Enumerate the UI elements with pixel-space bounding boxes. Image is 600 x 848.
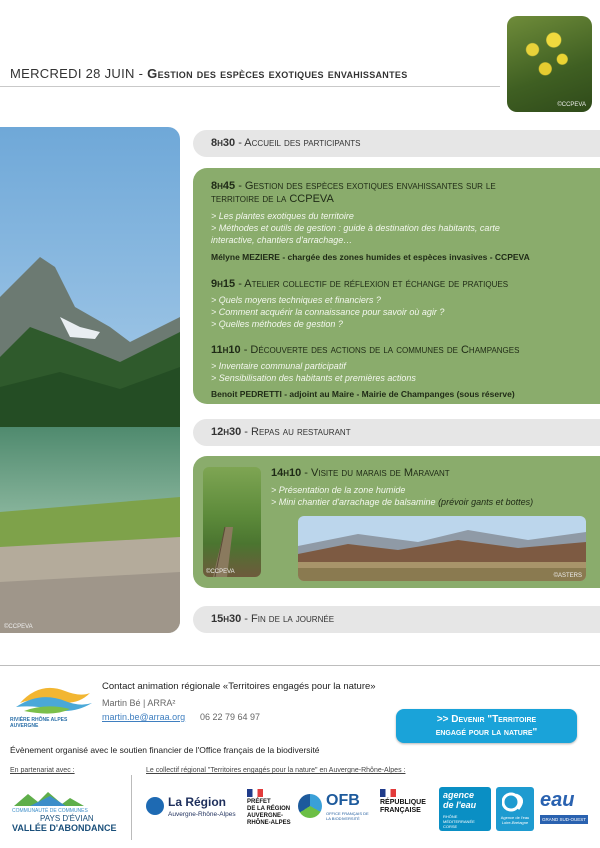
contact-email-link[interactable]: martin.be@arraa.org bbox=[102, 712, 186, 722]
agence-rmc-line1: agence bbox=[443, 790, 475, 800]
partner-label: En partenariat avec : bbox=[10, 767, 75, 774]
visit-time: 14h10 bbox=[271, 467, 302, 479]
session-1-title bbox=[211, 180, 496, 206]
ofb-logo-sub: OFFICE FRANÇAIS DE LA BIODIVERSITÉ bbox=[326, 811, 369, 821]
agence-rmc-line2: de l'eau bbox=[443, 800, 477, 810]
session-1-title-line1: - Gestion des espèces exotiques envahissantes sur le bbox=[235, 180, 496, 192]
session-1-point-1: > Les plantes exotiques du territoire bbox=[211, 211, 354, 221]
photo-credit: ©CCPEVA bbox=[206, 569, 235, 575]
cta-line-2: engagé pour la nature" bbox=[435, 727, 538, 738]
agence-lb-sub: Agence de l'eau Loire-Bretagne bbox=[500, 815, 530, 825]
eau-logo-title: eau bbox=[540, 789, 575, 811]
footer-divider bbox=[0, 665, 600, 666]
agenda-morning-block bbox=[193, 168, 600, 404]
contact-title: Contact animation régionale «Territoires engagés pour la nature» bbox=[102, 681, 376, 692]
french-flag-icon bbox=[380, 789, 396, 797]
session-3-point-1: > Inventaire communal participatif bbox=[211, 361, 346, 371]
session-3-speaker: Benoit PEDRETTI - adjoint au Maire - Mairie de Champanges (sous réserve) bbox=[211, 389, 515, 399]
event-date: MERCREDI 28 JUIN bbox=[10, 66, 135, 81]
header-divider bbox=[0, 86, 500, 87]
agence-eau-rmc-logo bbox=[439, 787, 491, 831]
funding-notice: Évènement organisé avec le soutien financier de l'Office français de la biodiversité bbox=[10, 745, 320, 755]
session-1-speaker: Mélyne MEZIERE - chargée des zones humides et espèces invasives - CCPEVA bbox=[211, 252, 530, 262]
ofb-logo bbox=[298, 792, 374, 826]
photo-credit: ©CCPEVA bbox=[4, 624, 33, 630]
lunch-label: - Repas au restaurant bbox=[241, 426, 351, 438]
page-title bbox=[10, 66, 408, 81]
prefet-line3: AUVERGNE- bbox=[247, 813, 284, 819]
arrival-line bbox=[211, 137, 360, 149]
visit-title-text: - Visite du marais de Maravant bbox=[301, 467, 450, 479]
lunch-line bbox=[211, 426, 351, 438]
session-2-point-1: > Quels moyens techniques et financiers ? bbox=[211, 295, 381, 305]
visit-point-2-note: (prévoir gants et bottes) bbox=[435, 497, 534, 507]
lake-landscape-photo bbox=[0, 127, 180, 633]
agence-rmc-sub: RHÔNE MÉDITERRANÉE CORSE bbox=[443, 814, 475, 829]
photo-credit: ©ASTERS bbox=[553, 573, 582, 579]
event-topic: Gestion des espèces exotiques envahissantes bbox=[147, 66, 408, 81]
visit-details bbox=[271, 484, 533, 508]
session-1-point-2: > Méthodes et outils de gestion : guide à destination des habitants, carte bbox=[211, 223, 500, 233]
republique-francaise-logo bbox=[378, 789, 432, 833]
visit-point-1: > Présentation de la zone humide bbox=[271, 485, 406, 495]
marsh-boardwalk-photo bbox=[203, 467, 261, 577]
marsh-panorama-photo bbox=[298, 516, 586, 581]
end-time: 15h30 bbox=[211, 613, 242, 625]
session-3-time: 11h10 bbox=[211, 344, 241, 356]
session-1-title-line2: territoire de la CCPEVA bbox=[211, 193, 334, 205]
arraa-logo-text: RIVIÈRE RHÔNE ALPES AUVERGNE bbox=[10, 717, 68, 729]
rf-line2: FRANÇAISE bbox=[380, 807, 421, 814]
session-2-title-text: - Atelier collectif de réflexion et échange de pratiques bbox=[235, 278, 509, 290]
ccpeva-logo-line3: VALLÉE D'ABONDANCE bbox=[12, 823, 117, 833]
arraa-logo bbox=[10, 677, 95, 727]
eau-logo-sub: GRAND SUD-OUEST bbox=[541, 817, 586, 822]
prefet-logo bbox=[245, 789, 295, 835]
visit-title bbox=[271, 467, 450, 480]
agenda-lunch bbox=[193, 419, 600, 446]
french-flag-icon bbox=[247, 789, 263, 797]
agenda-visit-block bbox=[193, 456, 600, 588]
session-2-title bbox=[211, 278, 508, 291]
region-icon bbox=[146, 797, 164, 815]
ccpeva-logo-line1: COMMUNAUTÉ DE COMMUNES bbox=[12, 808, 88, 814]
session-2-point-2: > Comment acquérir la connaissance pour savoir où agir ? bbox=[211, 307, 445, 317]
agenda-end bbox=[193, 606, 600, 633]
arrival-label: - Accueil des participants bbox=[235, 137, 361, 149]
region-aura-logo bbox=[146, 793, 242, 825]
eau-grand-sud-ouest-logo bbox=[538, 789, 590, 831]
ccpeva-logo bbox=[10, 790, 122, 840]
visit-point-2: > Mini chantier d'arrachage de balsamine bbox=[271, 497, 436, 507]
session-2-details bbox=[211, 294, 444, 330]
arrival-time: 8h30 bbox=[211, 137, 236, 149]
contact-phone: 06 22 79 64 97 bbox=[200, 712, 261, 722]
lunch-time: 12h30 bbox=[211, 426, 242, 438]
region-logo-title: La Région bbox=[168, 795, 227, 809]
contact-name: Martin Bé | ARRA² bbox=[102, 698, 176, 708]
region-logo-sub: Auvergne-Rhône-Alpes bbox=[168, 811, 236, 818]
session-3-point-2: > Sensibilisation des habitants et premières actions bbox=[211, 373, 416, 383]
session-3-title-text: - Découverte des actions de la communes de Champanges bbox=[240, 344, 520, 356]
cta-line-1: >> Devenir "Territoire bbox=[436, 714, 537, 725]
agence-eau-loire-bretagne-logo bbox=[496, 787, 534, 831]
session-1-point-3: interactive, chantiers d'arrachage… bbox=[211, 235, 353, 245]
agenda-arrival bbox=[193, 130, 600, 157]
prefet-line1: PRÉFET bbox=[247, 799, 271, 805]
ccpeva-logo-line2: PAYS D'ÉVIAN bbox=[40, 814, 94, 823]
collective-label: Le collectif régional "Territoires engagés pour la nature" en Auvergne-Rhône-Alpes : bbox=[146, 767, 406, 774]
end-line bbox=[211, 613, 334, 625]
plant-photo bbox=[507, 16, 592, 112]
session-2-point-3: > Quelles méthodes de gestion ? bbox=[211, 319, 343, 329]
prefet-line2: DE LA RÉGION bbox=[247, 806, 291, 812]
ofb-logo-title: OFB bbox=[326, 792, 360, 809]
footer-vertical-divider bbox=[131, 775, 132, 840]
photo-credit: ©CCPEVA bbox=[557, 102, 586, 108]
session-2-time: 9h15 bbox=[211, 278, 236, 290]
session-1-time: 8h45 bbox=[211, 180, 236, 192]
ofb-icon bbox=[298, 794, 322, 818]
session-3-details bbox=[211, 360, 416, 384]
rf-line1: RÉPUBLIQUE bbox=[380, 799, 426, 806]
title-separator: - bbox=[134, 66, 148, 81]
session-3-title bbox=[211, 344, 519, 357]
become-territory-button[interactable] bbox=[396, 709, 577, 743]
prefet-line4: RHÔNE-ALPES bbox=[247, 820, 291, 826]
end-label: - Fin de la journée bbox=[241, 613, 335, 625]
session-1-details bbox=[211, 210, 500, 246]
